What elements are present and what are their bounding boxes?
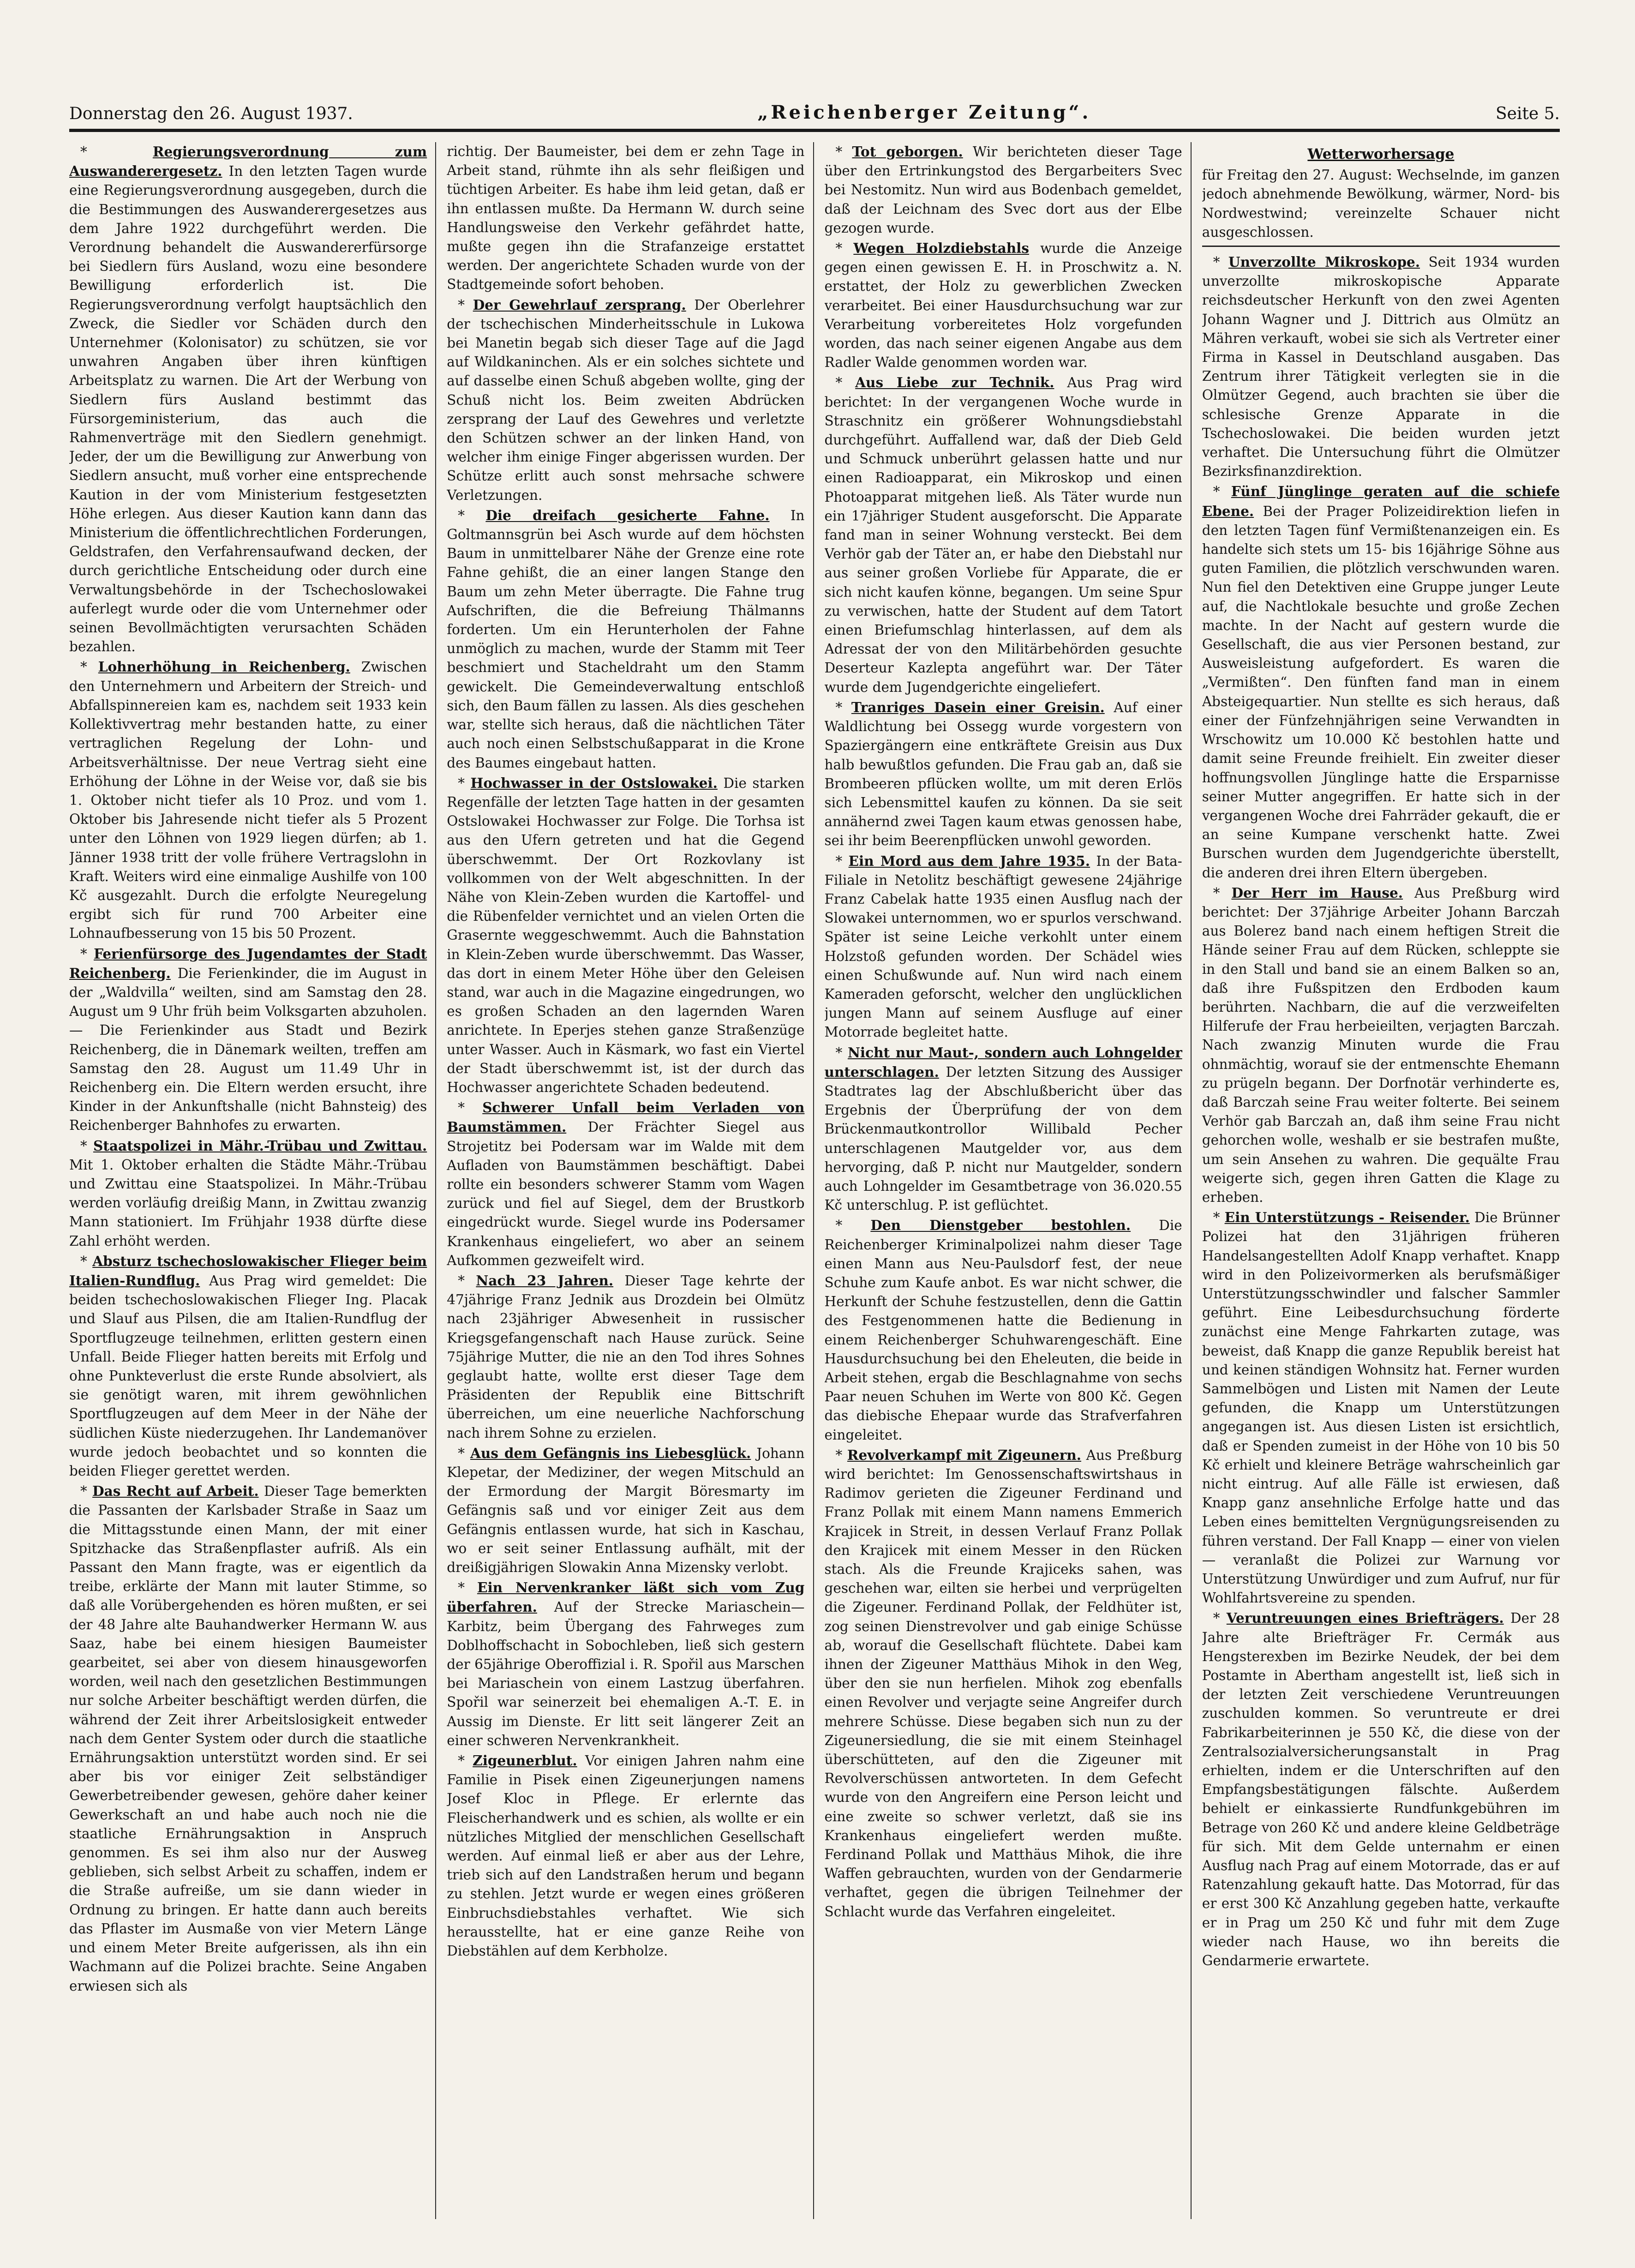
article-body: In der Bata-Filiale in Netolitz beschäftigt gewesene 24jährige Franz Cabelak hatte 1935 einen Ausflug nach der Slowakei unternommen, wo er spurlos verschwand. Später ist seine Leiche verkohlt unter einem Holzstoß gefunden worden. Der Schädel wies einen Schußwunde auf. Nun wird nach einem Kameraden geforscht, welcher den unglücklichen jungen Mann auf seinem Ausfluge auf einer Motorrade begleitet hatte. — [824, 853, 1182, 1040]
article-headline: Aus Liebe zur Technik. — [855, 374, 1054, 391]
masthead — [69, 88, 1560, 132]
article-body: Der 28 Jahre alte Briefträger Fr. Cermák aus Hengsterexben im Bezirke Neudek, der bei dem Postamte in Abertham angestellt ist, ließ sich in der letzten Zeit verschiedene Veruntreuungen zuschulden kommen. So veruntreute er drei Fabrikarbeiterinnen je 550 Kč, die diese von der Zentralsozialversicherungsanstalt in Prag erhielten, indem er die Unterschriften auf den Empfangsbestätigungen fälschte. Außerdem behielt er einkassierte Rundfunkgebühren im Betrage von 260 Kč und andere kleine Geldbeträge für sich. Mit dem Gelde unternahm er einen Ausflug nach Prag auf einem Motorrade, das er auf Ratenzahlung gekauft hatte. Das Motorrad, für das er erst 300 Kč Anzahlung gegeben hatte, verkaufte er in Prag um 250 Kč und fuhr mit dem Zuge wieder nach Hause, wo ihn bereits die Gendarmerie erwartete. — [1202, 1610, 1560, 1969]
bullet-star: * — [835, 853, 849, 869]
bullet-star: * — [80, 1253, 93, 1269]
article-headline: Die dreifach gesicherte Fahne. — [485, 507, 770, 523]
article — [447, 774, 804, 1097]
article-headline: Ferienfürsorge des Jugendamtes der Stadt Reichenberg. — [69, 945, 427, 981]
bullet-star: * — [1213, 1210, 1225, 1226]
column-4 — [1202, 142, 1560, 2219]
article-body: Der Frächter Siegel aus Strojetitz bei Podersam war im Walde mit dem Aufladen von Baumstämmen beschäftigt. Dabei rollte ein besonders schwerer Stamm vom Wagen zurück und fiel auf Siegel, dem der Brustkorb eingedrückt wurde. Siegel wurde ins Podersamer Krankenhaus eingeliefert, wo aber an seinem Aufkommen gezweifelt wird. — [447, 1119, 805, 1268]
article-headline: Aus dem Gefängnis ins Liebesglück. — [470, 1445, 751, 1461]
article-body: richtig. Der Baumeister, bei dem er zehn Tage in Arbeit stand, rühmte ihn als sehr fleißigen und tüchtigen Arbeiter. Es habe ihm leid getan, daß er ihn entlassen mußte. Da Hermann W. durch seine Handlungsweise den Verkehr gefährdet hatte, mußte gegen ihn die Strafanzeige erstattet werden. Der angerichtete Schaden wurde von der Stadtgemeinde sofort behoben. — [447, 144, 805, 293]
bullet-star: * — [835, 375, 856, 391]
article — [447, 1444, 804, 1577]
article-body: Auf einer Waldlichtung bei Ossegg wurde vorgestern von Spaziergängern eine entkräftete Greisin aus Dux halb bewußtlos gefunden. Die Frau gab an, daß sie Brombeeren pflücken wollte, um mit deren Erlös sich Lebensmittel kaufen zu können. Da sie seit annähernd zwei Tagen kaum etwas genossen habe, sei ihr beim Beerenpflücken unwohl geworden. — [824, 699, 1182, 849]
article-body: In den letzten Tagen wurde eine Regierungsverordnung ausgegeben, durch die die Bestimmungen des Auswanderergesetzes aus dem Jahre 1922 durchgeführt werden. Die Verordnung behandelt die Auswandererfürsorge bei Siedlern fürs Ausland, wozu eine besondere Bewilligung erforderlich ist. Die Regierungsverordnung verfolgt hauptsächlich den Zweck, die Siedler vor Schäden durch den Unternehmer (Kolonisator) zu schützen, sie vor unwahren Angaben über ihren künftigen Arbeitsplatz zu warnen. Die Art der Werbung von Siedlern fürs Ausland bestimmt das Fürsorgeministerium, das auch die Rahmenverträge mit den Siedlern genehmigt. Jeder, der um die Bewilligung zur Anwerbung von Siedlern ansucht, muß vorher eine entsprechende Kaution in der vom Ministerium festgesetzten Höhe erlegen. Aus dieser Kaution kann dann das Ministerium die öffentlichrechtlichen Forderungen, Geldstrafen, den Verfahrensaufwand decken, der durch gerichtliche Entscheidung oder durch eine Verwaltungsbehörde in der Tschechoslowakei auferlegt wurde oder die vom Unternehmer oder seinen Bevollmächtigten verursachten Schäden bezahlen. — [69, 163, 427, 655]
bullet-star: * — [1213, 885, 1232, 901]
bullet-star: * — [80, 659, 98, 675]
article-headline: Tot geborgen. — [852, 144, 963, 160]
article-headline: Der Herr im Hause. — [1231, 884, 1403, 901]
column-3 — [825, 142, 1192, 2219]
article — [825, 698, 1182, 851]
article-headline: Das Recht auf Arbeit. — [92, 1483, 259, 1500]
article — [69, 1136, 427, 1251]
columns — [69, 142, 1560, 2219]
bullet-star: * — [835, 1044, 848, 1061]
article — [825, 1446, 1182, 1921]
date-line: Donnerstag den 26. August 1937. — [69, 104, 353, 123]
weather-title: Wetterworhersage — [1307, 146, 1455, 162]
article-headline: Tranriges Dasein einer Greisin. — [851, 699, 1105, 715]
article-body: Johann Klepetar, der Mediziner, der wegen Mitschuld an der Ermordung der Margit Böresmarty im Gefängnis saß und vor einiger Zeit aus dem Gefängnis entlassen wurde, hat sich in Kaschau, wo er seit seiner Entlassung aufhält, mit der dreißigjährigen Slowakin Anna Mizensky verlobt. — [447, 1445, 805, 1576]
article — [447, 295, 804, 505]
bullet-star: * — [80, 144, 153, 160]
article-body: Aus Preßburg wird berichtet: Im Genossenschaftswirtshaus in Radimov gerieten die Zigeuner Ferdinand und Franz Pollak mit einem Mann namens Emmerich Krajicek in Streit, in dessen Verlauf Franz Pollak den Krajicek mit einem Messer in den Rücken stach. Als die Freunde Krajiceks sahen, was geschehen war, eilten sie herbei und verprügelten die Zigeuner. Ferdinand Pollak, der Feldhüter ist, zog seinen Dienstrevolver und gab einige Schüsse ab, worauf die Gesellschaft flüchtete. Dabei kam ihnen der Zigeuner Matthäus Mihok in den Weg, über den sie nun herfielen. Mihok zog ebenfalls einen Revolver und verjagte seine Angreifer durch mehrere Schüsse. Diese begaben sich nun zu der Zigeunersiedlung, die sie mit einem Steinhagel überschütteten, auf den die Zigeuner mit Revolverschüssen antworteten. In dem Gefecht wurde von den Angreifern eine Person leicht und eine zweite so schwer verletzt, daß sie ins Krankenhaus eingeliefert werden mußte. Ferdinand Pollak und Matthäus Mihok, die ihre Waffen gebrauchten, wurden von der Gendarmerie verhaftet, gegen die übrigen Teilnehmer der Schlacht wurde das Verfahren eingeleitet. — [824, 1447, 1182, 1920]
article-headline: Hochwasser in der Ostslowakei. — [470, 774, 718, 791]
article — [825, 142, 1182, 238]
bullet-star: * — [835, 1447, 847, 1463]
bullet-star: * — [458, 1580, 477, 1596]
article-headline: Fünf Jünglinge geraten auf die schiefe Ebene. — [1202, 483, 1560, 519]
newspaper-page — [69, 88, 1560, 2229]
bullet-star: * — [835, 1218, 871, 1234]
article-body: Mit 1. Oktober erhalten die Städte Mähr.-Trübau und Zwittau eine Staatspolizei. In Mähr.-Trübau werden vorläufig dreißig Mann, in Zwittau zwanzig Mann stationiert. Im Frühjahr 1938 dürfte diese Zahl erhöht werden. — [69, 1157, 427, 1249]
article-headline: Regierungsverordnung zum Auswanderergesetz. — [69, 144, 427, 180]
article — [69, 657, 427, 943]
article-body: Seit 1934 wurden unverzollte mikroskopische Apparate reichsdeutscher Herkunft von den zwei Agenten Johann Wagner und J. Dittrich aus Olmütz an Mähren verkauft, wobei sie sich als Vertreter einer Firma in Kassel in Deutschland ausgaben. Das Zentrum ihrer Tätigkeit verlegten sie in die Olmützer Gegend, auch brachten sie über die schlesische Grenze Apparate in die Tschechoslowakei. Die beiden wurden jetzt verhaftet. Die Untersuchung führt die Olmützer Bezirksfinanzdirektion. — [1202, 254, 1560, 480]
article — [1202, 482, 1560, 882]
weather-forecast: für Freitag den 27. August: Wechselnde, im ganzen jedoch abnehmende Bewölkung, wärmer, Nord- bis Nordwestwind; vereinzelte Schauer nicht ausgeschlossen. — [1202, 167, 1560, 240]
article-headline: Ein Nervenkranker läßt sich vom Zug überfahren. — [447, 1579, 805, 1615]
bullet-star: * — [835, 699, 851, 715]
article — [1202, 252, 1560, 481]
bullet-star: * — [458, 1445, 471, 1461]
article-headline: Wegen Holzdiebstahls — [853, 240, 1029, 257]
article-headline: Unverzollte Mikroskope. — [1228, 254, 1420, 270]
bullet-star: * — [835, 144, 852, 160]
article — [825, 1043, 1182, 1215]
bullet-star: * — [1213, 484, 1231, 500]
bullet-star: * — [458, 1100, 483, 1116]
article — [825, 373, 1182, 696]
bullet-star: * — [458, 1753, 473, 1769]
article-body: Aus Preßburg wird berichtet: Der 37jährige Arbeiter Johann Barczah aus Bolerez band nach einem heftigen Streit die Hände seiner Frau auf dem Rücken, schleppte sie in den Stall und band sie an einem Balken so an, daß ihre Fußspitzen den Erdboden kaum berührten. Nachbarn, die auf die verzweifelten Hilferufe der Frau herbeieilten, verjagten Barczah. Nach zwanzig Minuten wurde die Frau ohnmächtig, worauf sie der entmenschte Ehemann zu prügeln begann. Der Dorfnotär verhinderte es, daß Barczah seine Frau weiter folterte. Bei seinem Verhör gab Barczah an, daß ihm seine Frau nicht gehorchen wolle, weshalb er sie bestrafen mußte, um sein Ansehen zu wahren. Die gequälte Frau weigerte sich, gegen ihren Gatten die Klage zu erheben. — [1202, 885, 1560, 1205]
article-body: Wir berichteten dieser Tage über den Ertrinkungstod des Bergarbeiters Svec bei Nestomitz. Nun wird aus Bodenbach gemeldet, daß der Leichnam des Svec dort aus der Elbe gezogen wurde. — [824, 144, 1182, 236]
article-headline: Nicht nur Maut-, sondern auch Lohngelder unterschlagen. — [824, 1044, 1182, 1080]
bullet-star: * — [835, 240, 854, 257]
article — [825, 239, 1182, 372]
article-headline: Zigeunerblut. — [473, 1752, 577, 1769]
article — [1202, 1208, 1560, 1608]
article — [1202, 883, 1560, 1207]
article-headline: Den Dienstgeber bestohlen. — [870, 1217, 1131, 1234]
bullet-star: * — [1213, 254, 1228, 270]
column-2 — [447, 142, 814, 2219]
article — [825, 1216, 1182, 1444]
bullet-star: * — [458, 297, 473, 313]
article — [447, 142, 804, 294]
article-headline: Schwerer Unfall beim Verladen von Baumstämmen. — [447, 1099, 805, 1135]
bullet-star: * — [80, 1483, 93, 1500]
article — [447, 1751, 804, 1961]
article-headline: Ein Mord aus dem Jahre 1935. — [848, 852, 1090, 869]
bullet-star: * — [80, 1138, 93, 1154]
article-body: wurde die Anzeige gegen einen gewissen E. H. in Proschwitz a. N. erstattet, der Holz zu gewerblichen Zwecken verarbeitet. Bei einer Hausdurchsuchung war zur Verarbeitung vorbereitetes Holz vorgefunden worden, das nach seiner eigenen Angabe aus dem Radler Walde genommen worden war. — [824, 240, 1182, 371]
bullet-star: * — [458, 507, 486, 523]
article-body: Der Oberlehrer der tschechischen Minderheitsschule in Lukowa bei Manetin begab sich dieser Tage auf die Jagd auf Wildkaninchen. Als er ein solches sichtete und auf dasselbe einen Schuß abgeben wollte, ging der Schuß nicht los. Beim zweiten Abdrücken zersprang der Lauf des Gewehres und verletzte den Schützen schwer an der linken Hand, von welcher ihm einige Finger abgerissen wurden. Der Schütze erlitt auch sonst mehrsache schwere Verletzungen. — [447, 297, 805, 503]
article — [69, 1252, 427, 1481]
article — [69, 944, 427, 1135]
bullet-star: * — [458, 1272, 476, 1289]
article-body: Vor einigen Jahren nahm eine Familie in Pisek einen Zigeunerjungen namens Josef Kloc in Pflege. Er erlernte das Fleischerhandwerk und es schien, als wollte er ein nützliches Mitglied der menschlichen Gesellschaft werden. Auf einmal ließ er aber aus der Lehre, trieb sich auf den Landstraßen herum und begann zu stehlen. Jetzt wurde er wegen eines größeren Einbruchsdiebstahles verhaftet. Wie sich herausstellte, hat er eine ganze Reihe von Diebstählen auf dem Kerbholze. — [447, 1753, 805, 1959]
article-headline: Absturz tschechoslowakischer Flieger beim Italien-Rundflug. — [69, 1253, 427, 1289]
article-body: Die Reichenberger Kriminalpolizei nahm dieser Tage einen Mann aus Neu-Paulsdorf fest, der neue Schuhe zum Kaufe anbot. Es war nicht schwer, die Herkunft der Schuhe festzustellen, denn die Gattin des Festgenommenen hatte die Bedienung in einem Reichenberger Schuhwarengeschäft. Eine Hausdurchsuchung bei den Eheleuten, die beide in Arbeit stehen, ergab die Beschlagnahme von sechs Paar neuen Schuhen im Werte von 800 Kč. Gegen das diebische Ehepaar wurde das Strafverfahren eingeleitet. — [824, 1218, 1182, 1443]
bullet-star: * — [80, 946, 94, 962]
article-body: Aus Prag wird berichtet: In der vergangenen Woche wurde in Straschnitz ein größerer Wohnungsdiebstahl durchgeführt. Auffallend war, daß der Dieb Geld und Schmuck unberührt gelassen hatte und nur einen Radioapparat, ein Mikroskop und einen Photoapparat mitgehen ließ. Als Täter wurde nun ein 17jähriger Student ausgeforscht. Die Apparate fand man in seiner Wohnung versteckt. Bei dem Verhör gab der Täter an, er habe den Diebstahl nur aus seiner großen Vorliebe für Apparate, die er sich nicht kaufen könne, begangen. Um seine Spur zu verwischen, hatte der Student auf dem Tatort einen Briefumschlag hinterlassen, auf dem als Adressat der von den Militärbehörden gesuchte Deserteur Kazlepta angeführt war. Der Täter wurde dem Jugendgerichte eingeliefert. — [824, 375, 1182, 695]
article — [1202, 1608, 1560, 1970]
article — [69, 1482, 427, 1995]
article-body: In Goltmannsgrün bei Asch wurde auf dem höchsten Baum in unmittelbarer Nähe der Grenze eine rote Fahne gehißt, die an einer langen Stange den Baum um zehn Meter überragte. Die Fahne trug Aufschriften, die die Befreiung Thälmanns forderten. Um ein Herunterholen der Fahne unmöglich zu machen, wurde der Stamm mit Teer beschmiert und Stacheldraht um den Stamm gewickelt. Die Gemeindeverwaltung entschloß sich, den Baum fällen zu lassen. Als dies geschehen war, stellte sich heraus, daß die nächtlichen Täter auch noch einen Selbstschußapparat in die Krone des Baumes eingebaut hatten. — [447, 507, 805, 771]
article-headline: Ein Unterstützungs - Reisender. — [1224, 1209, 1470, 1226]
article-headline: Veruntreuungen eines Briefträgers. — [1226, 1610, 1504, 1626]
article — [825, 852, 1182, 1042]
article — [69, 142, 427, 656]
article — [447, 506, 804, 773]
article — [447, 1271, 804, 1443]
column-1 — [69, 142, 436, 2219]
article — [447, 1578, 804, 1750]
article-headline: Staatspolizei in Mähr.-Trübau und Zwittau. — [93, 1137, 427, 1154]
article — [447, 1098, 804, 1270]
article-body: Die Ferienkinder, die im August in der „Waldvilla“ weilten, sind am Samstag den 28. August um 9 Uhr früh beim Volksgarten abzuholen. — Die Ferienkinder aus Stadt und Bezirk Reichenberg, die in Dänemark weilten, treffen am Samstag den 28. August um 11.49 Uhr in Reichenberg ein. Die Eltern werden ersucht, ihre Kinder in der Ankunftshalle (nicht Bahnsteig) des Reichenberger Bahnhofes zu erwarten. — [69, 965, 427, 1134]
article-body: Dieser Tage kehrte der 47jährige Franz Jednik aus Drozdein bei Olmütz nach 23jähriger Abwesenheit in russischer Kriegsgefangenschaft nach Hause zurück. Seine 75jährige Mutter, die nie an den Tod ihres Sohnes geglaubt hatte, wollte erst dieser Tage dem Präsidenten der Republik eine Bittschrift überreichen, um eine neuerliche Nachforschung nach ihrem Sohne zu erzielen. — [447, 1272, 805, 1441]
article-body: Zwischen den Unternehmern und Arbeitern der Streich- und Abfallspinnereien kam es, nachdem seit 1933 kein Kollektivvertrag mehr bestanden hatte, zu einer vertraglichen Regelung der Lohn- und Arbeitsverhältnisse. Der neue Vertrag sieht eine Erhöhung der Löhne in der Weise vor, daß sie bis 1. Oktober nicht tiefer als 10 Proz. und vom 1. Oktober bis Jahresende nicht tiefer als 5 Prozent unter den Löhnen von 1929 liegen dürfen; ab 1. Jänner 1938 tritt der volle frühere Vertragslohn in Kraft. Weiters wird eine einmalige Aushilfe von 100 Kč ausgezahlt. Durch die erfolgte Neuregelung ergibt sich für rund 700 Arbeiter eine Lohnaufbesserung von 15 bis 50 Prozent. — [69, 659, 427, 942]
article-headline: Lohnerhöhung in Reichenberg. — [98, 659, 350, 675]
bullet-star: * — [458, 775, 471, 791]
divider — [1202, 246, 1560, 247]
article-headline: Der Gewehrlauf zersprang. — [473, 296, 686, 313]
bullet-star: * — [1213, 1610, 1227, 1626]
article-body: Bei der Prager Polizeidirektion liefen in den letzten Tagen fünf Vermißtenanzeigen ein. Es handelte sich stets um 15- bis 16jährige Söhne aus guten Familien, die plötzlich verschwunden waren. Nun fiel den Detektiven eine Gruppe junger Leute auf, die Nachtlokale besuchte und große Zechen machte. In der Nacht auf gestern wurde die Gesellschaft, die aus vier Personen bestand, zur Ausweisleistung aufgefordert. Es waren die „Vermißten“. Den fünften fand man in einem Absteigequartier. Nun stellte es sich heraus, daß einer der Fünfzehnjährigen seine Verwandten in Wrschowitz um 10.000 Kč bestohlen hatte und damit seine Freunde freihielt. Ein zweiter dieser hoffnungsvollen Jünglinge hatte die Ersparnisse seiner Mutter angegriffen. Er hatte sich in der vergangenen Woche drei Fahrräder gekauft, die er an seine Kumpane verschenkt hatte. Zwei Burschen wurden dem Jugendgerichte überstellt, die anderen drei ihren Eltern übergeben. — [1202, 503, 1560, 881]
column-4-articles — [1202, 252, 1560, 1970]
article-body: Die starken Regenfälle der letzten Tage hatten in der gesamten Ostslowakei Hochwasser zur Folge. Die Torhsa ist aus den Ufern getreten und hat die Gegend überschwemmt. Der Ort Rozkovlany ist vollkommen von der Welt abgeschnitten. In der Nähe von Klein-Zeben wurden die Kartoffel- und die Rübenfelder vernichtet und an vielen Orten die Grasernte weggeschwemmt. Auch die Bahnstation in Klein-Zeben wurde überschwemmt. Das Wasser, das dort in einem Meter Höhe über den Geleisen stand, war auch in die Magazine eingedrungen, wo es großen Schaden an den lagernden Waren anrichtete. In Eperjes stehen ganze Straßenzüge unter Wasser. Auch in Käsmark, wo fast ein Viertel der Stadt überschwemmt ist, ist der durch das Hochwasser angerichtete Schaden bedeutend. — [447, 775, 805, 1095]
article-body: Auf der Strecke Mariaschein—Karbitz, beim Übergang des Fahrweges zum Doblhoffschacht in Sobochleben, ließ sich gestern der 65jährige Oberoffizial i. R. Spořil aus Marschen bei Mariaschein von einem Lastzug überfahren. Spořil war seinerzeit bei ehemaligen A.-T. E. in Aussig im Dienste. Er litt seit längerer Zeit an einer schweren Nervenkrankheit. — [447, 1599, 805, 1748]
article-body: Aus Prag wird gemeldet: Die beiden tschechoslowakischen Flieger Ing. Placak und Slauf aus Pilsen, die am Italien-Rundflug der Sportflugzeuge teilnehmen, erlitten gestern einen Unfall. Beide Flieger hatten bereits mit Erfolg und ohne Punkteverlust die erste Runde absolviert, als sie genötigt waren, mit ihrem gewöhnlichen Sportflugzeugen auf dem Meer in der Nähe der südlichen Küste niederzugehen. Ihr Landemanöver wurde jedoch beobachtet und so konnten die beiden Flieger gerettet werden. — [69, 1272, 427, 1479]
article-headline: Revolverkampf mit Zigeunern. — [847, 1446, 1081, 1463]
page-number: Seite 5. — [1495, 104, 1560, 123]
article-body: Der letzten Sitzung des Aussiger Stadtrates lag der Abschlußbericht über das Ergebnis der Überprüfung der von dem Brückenmautkontrollor Willibald Pecher unterschlagenen Mautgelder vor, aus dem hervorging, daß P. nicht nur Mautgelder, sondern auch Lohngelder im Gesamtbetrage von 36.020.55 Kč unterschlug. P. ist geflüchtet. — [824, 1064, 1182, 1213]
article-body: Dieser Tage bemerkten die Passanten der Karlsbader Straße in Saaz um die Mittagsstunde einen Mann, der mit einer Spitzhacke das Straßenpflaster aufriß. Als ein Passant den Mann fragte, was er eigentlich da treibe, erklärte der Mann mit lauter Stimme, so daß alle Vorübergehenden es hören mußten, er sei der 48 Jahre alte Bauhandwerker Hermann W. aus Saaz, habe bei einem hiesigen Baumeister gearbeitet, sei aber von diesem hinausgeworfen worden, weil nach den gesetzlichen Bestimmungen nur solche Arbeiter beschäftigt werden dürfen, die während der Zeit ihrer Arbeitslosigkeit entweder nach dem Genter System oder durch die staatliche Ernährungsaktion unterstützt worden sind. Er sei aber bis vor einiger Zeit selbständiger Gewerbetreibender gewesen, gehöre daher keiner Gewerkschaft an und habe auch noch nie die staatliche Ernährungsaktion in Anspruch genommen. Es sei ihm also nur der Ausweg geblieben, sich selbst Arbeit zu schaffen, indem er die Straße aufreiße, um sie dann wieder in Ordnung zu bringen. Er hatte dann auch bereits das Pflaster im Ausmaße von vier Metern Länge und einem Meter Breite aufgerissen, als ihn ein Wachmann auf die Polizei brachte. Seine Angaben erwiesen sich als — [69, 1483, 427, 1994]
article-body: Die Brünner Polizei hat den 31jährigen früheren Handelsangestellten Adolf Knapp verhaftet. Knapp wird in den Polizeivormerken als berufsmäßiger Unterstützungsschwindler und falscher Sammler geführt. Eine Leibesdurchsuchung förderte zunächst eine Menge Fahrkarten zutage, was beweist, daß Knapp die ganze Republik bereist hat und keinen ständigen Wohnsitz hat. Ferner wurden Sammelbögen und Listen mit Namen der Leute gefunden, die Knapp um Unterstützungen angegangen ist. Aus diesen Listen ist ersichtlich, daß er Spenden zumeist in der Höhe von 10 bis 50 Kč erhielt und kleinere Beträge wahrscheinlich gar nicht eintrug. Auf alle Fälle ist erwiesen, daß Knapp ganz ansehnliche Erfolge hatte und das Leben eines bemittelten Vergnügungsreisenden zu führen verstand. Der Fall Knapp — einer von vielen — veranlaßt die Polizei zur Warnung vor Unterstützung Unwürdiger und zum Aufruf, nur für Wohlfahrtsvereine zu spenden. — [1202, 1210, 1560, 1606]
paper-title: „Reichenberger Zeitung“. — [757, 102, 1091, 123]
article-headline: Nach 23 Jahren. — [476, 1272, 614, 1289]
